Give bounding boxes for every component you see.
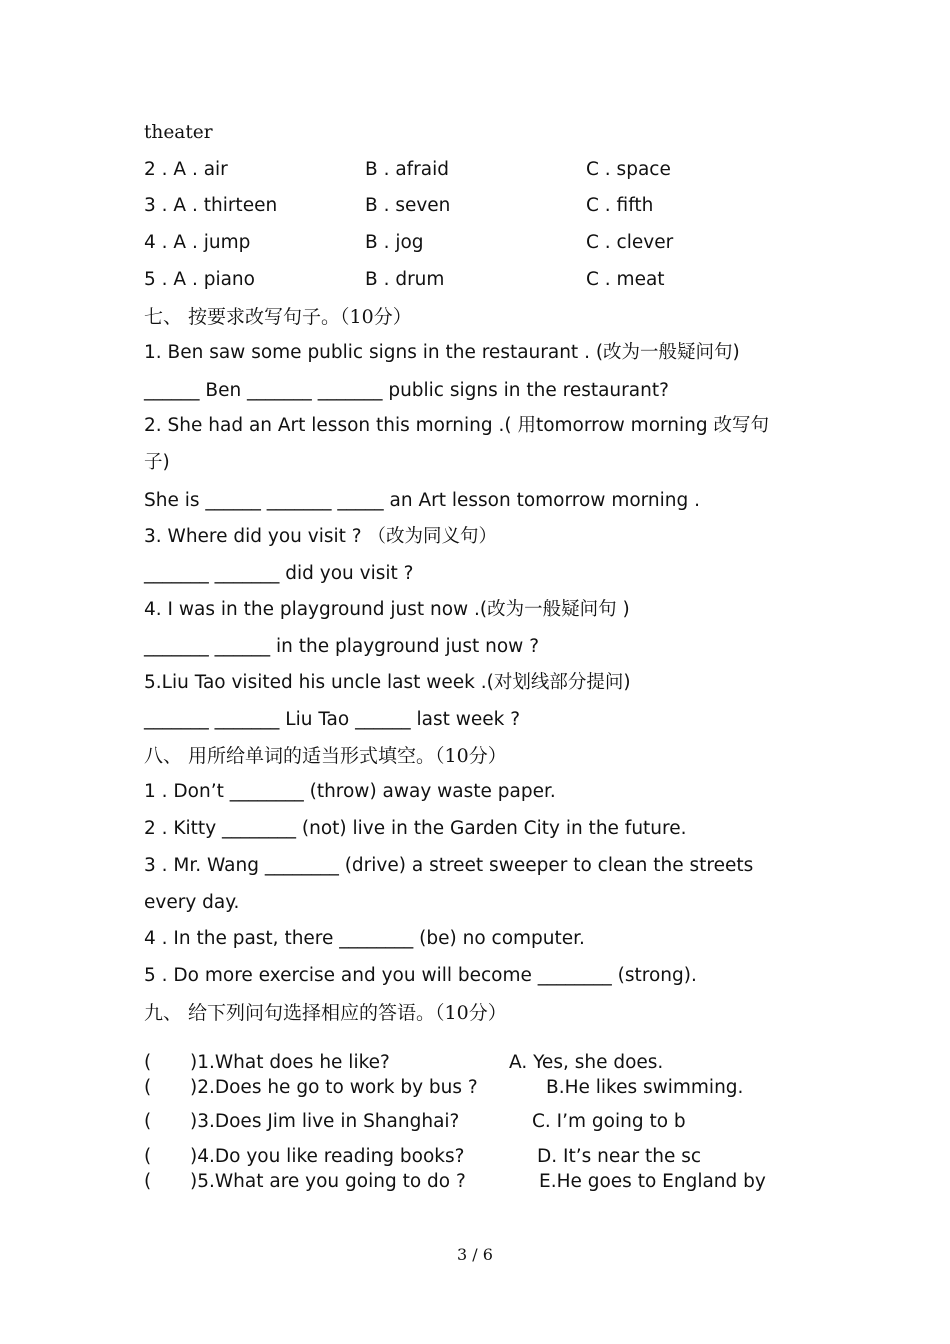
option-b: B . drum (365, 269, 445, 290)
section-7-line: 子) (144, 452, 170, 473)
section-7-line: ______ Ben _______ _______ public signs in the restaurant? (144, 380, 669, 401)
section-7-line: 1. Ben saw some public signs in the restaurant . (改为一般疑问句) (144, 342, 740, 363)
answer-option: D. It’s near the sc (537, 1146, 702, 1167)
option-a: 4 . A . jump (144, 232, 251, 253)
answer-option: C. I’m going to b (532, 1111, 686, 1132)
section-7-line: _______ ______ in the playground just now ? (144, 636, 540, 657)
option-c: C . fifth (586, 195, 654, 216)
question-text: )5.What are you going to do ? (190, 1171, 466, 1192)
section-7-line: 5.Liu Tao visited his uncle last week .(对划线部分提问) (144, 672, 631, 693)
question-text: )4.Do you like reading books? (190, 1146, 465, 1167)
option-c: C . space (586, 159, 671, 180)
answer-option: A. Yes, she does. (509, 1052, 664, 1073)
option-a: 2 . A . air (144, 159, 228, 180)
section-8-line: 3 . Mr. Wang ________ (drive) a street sweeper to clean the streets (144, 855, 754, 876)
answer-option: B.He likes swimming. (546, 1077, 744, 1098)
option-c: C . meat (586, 269, 665, 290)
question-text: )2.Does he go to work by bus ? (190, 1077, 478, 1098)
section-8-line: 1 . Don’t ________ (throw) away waste paper. (144, 781, 556, 802)
answer-paren: ( (144, 1111, 152, 1132)
answer-paren: ( (144, 1077, 152, 1098)
option-a: 3 . A . thirteen (144, 195, 278, 216)
answer-paren: ( (144, 1052, 152, 1073)
section-8-line: 4 . In the past, there ________ (be) no computer. (144, 928, 585, 949)
question-text: )1.What does he like? (190, 1052, 390, 1073)
section-7-line: 4. I was in the playground just now .(改为一般疑问句 ) (144, 599, 630, 620)
answer-option: E.He goes to England by (539, 1171, 766, 1192)
section-9-title: 九、 给下列问句选择相应的答语。（10分） (144, 1002, 507, 1024)
section-8-line: 5 . Do more exercise and you will become ________ (strong). (144, 965, 697, 986)
section-8-line: every day. (144, 892, 240, 913)
answer-paren: ( (144, 1146, 152, 1167)
section-8-title: 八、 用所给单词的适当形式填空。（10分） (144, 745, 507, 767)
option-a: 5 . A . piano (144, 269, 255, 290)
option-b: B . jog (365, 232, 424, 253)
section-7-title: 七、 按要求改写句子。（10分） (144, 306, 412, 328)
section-7-line: She is ______ _______ _____ an Art lesson tomorrow morning . (144, 490, 701, 511)
option-b: B . afraid (365, 159, 450, 180)
top-line: theater (144, 122, 213, 143)
answer-paren: ( (144, 1171, 152, 1192)
section-8-line: 2 . Kitty ________ (not) live in the Garden City in the future. (144, 818, 687, 839)
option-b: B . seven (365, 195, 451, 216)
question-text: )3.Does Jim live in Shanghai? (190, 1111, 460, 1132)
section-7-line: 2. She had an Art lesson this morning .( 用tomorrow morning 改写句 (144, 415, 770, 436)
section-7-line: _______ _______ Liu Tao ______ last week ? (144, 709, 521, 730)
section-7-line: 3. Where did you visit ? （改为同义句） (144, 526, 497, 547)
page-number: 3 / 6 (457, 1245, 493, 1264)
option-c: C . clever (586, 232, 674, 253)
section-7-line: _______ _______ did you visit ? (144, 563, 414, 584)
